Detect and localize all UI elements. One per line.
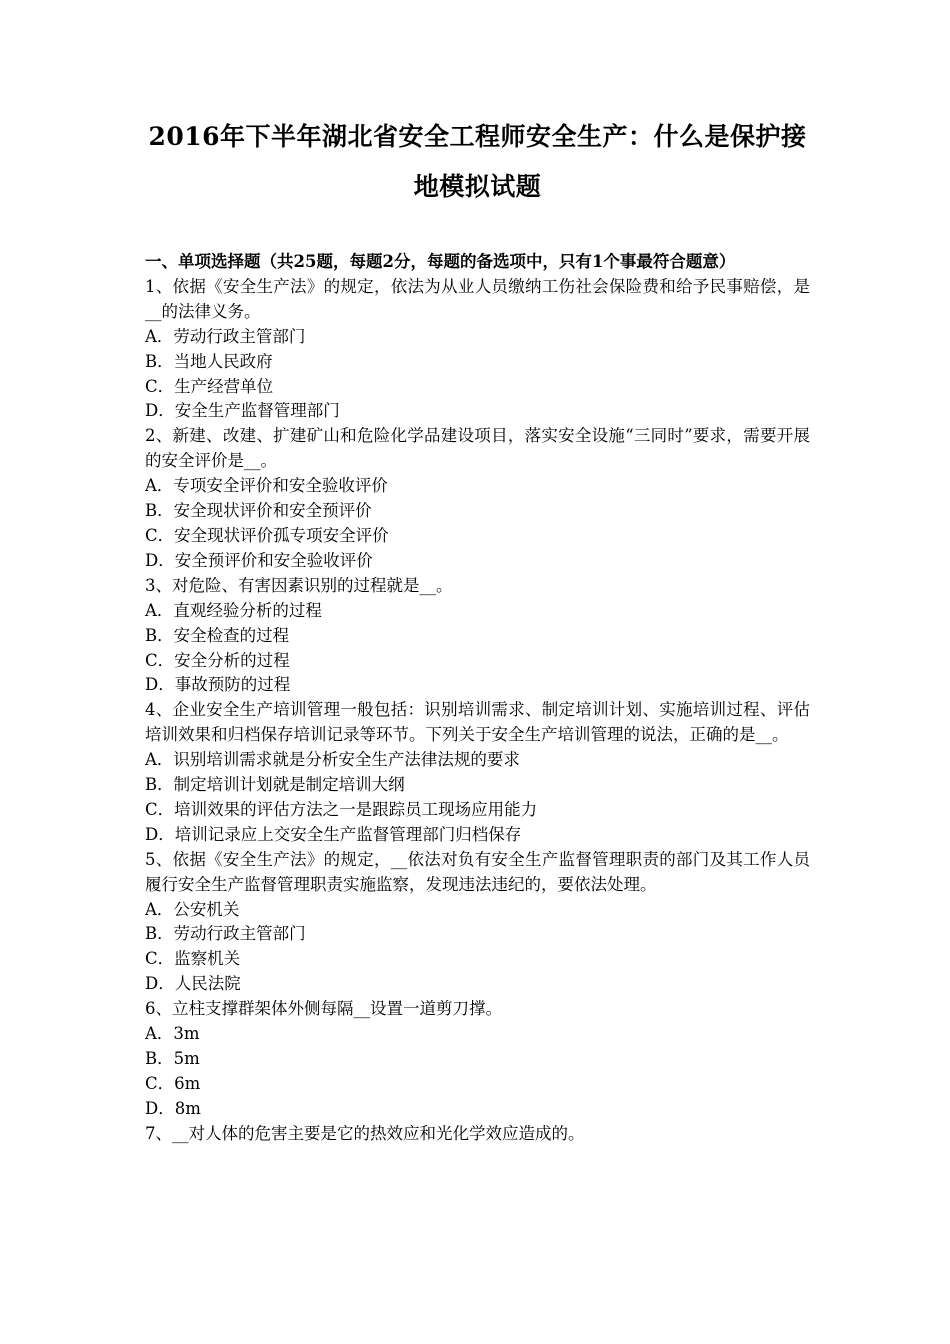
answer-option: A．识别培训需求就是分析安全生产法律法规的要求 [145, 750, 520, 770]
answer-option: A．劳动行政主管部门 [145, 326, 306, 346]
answer-option: C．6m [145, 1073, 201, 1093]
answer-option: C．监察机关 [145, 949, 241, 969]
question-stem: 1、依据《安全生产法》的规定，依法为从业人员缴纳工伤社会保险费和给予民事赔偿，是__的法律义务。 [145, 276, 810, 321]
answer-option: A．直观经验分析的过程 [145, 600, 322, 620]
answer-option: A．专项安全评价和安全验收评价 [145, 476, 388, 496]
title-line-2: 地模拟试题 [413, 172, 542, 201]
answer-option: B．制定培训计划就是制定培训大纲 [145, 775, 405, 795]
document-title [145, 0, 810, 212]
answer-option: A．公安机关 [145, 899, 240, 919]
answer-option: B．劳动行政主管部门 [145, 924, 306, 944]
question-item [145, 574, 810, 699]
question-item [145, 848, 810, 997]
question-stem: 7、__对人体的危害主要是它的热效应和光化学效应造成的。 [145, 1123, 585, 1143]
answer-option: D．8m [145, 1098, 201, 1118]
question-item [145, 1122, 810, 1147]
answer-option: B．5m [145, 1049, 200, 1068]
question-stem: 5、依据《安全生产法》的规定，__依法对负有安全生产监督管理职责的部门及其工作人员履行安全生产监督管理职责实施监察，发现违法违纪的，要依法处理。 [145, 849, 810, 894]
answer-option: C．培训效果的评估方法之一是跟踪员工现场应用能力 [145, 799, 538, 819]
question-item [145, 424, 810, 573]
answer-option: B．安全检查的过程 [145, 625, 290, 645]
question-stem: 4、企业安全生产培训管理一般包括：识别培训需求、制定培训计划、实施培训过程、评估培训效果和归档保存培训记录等环节。下列关于安全生产培训管理的说法，正确的是__。 [145, 700, 810, 745]
document-page [145, 0, 810, 1147]
section-heading: 一、单项选择题（共25题，每题2分，每题的备选项中，只有1个事最符合题意） [145, 252, 736, 271]
question-item [145, 275, 810, 424]
answer-option: B．安全现状评价和安全预评价 [145, 501, 372, 521]
answer-option: D．安全生产监督管理部门 [145, 401, 340, 421]
answer-option: C．生产经营单位 [145, 376, 274, 396]
title-line-1: 2016年下半年湖北省安全工程师安全生产：什么是保护接 [148, 122, 807, 151]
question-list [145, 275, 810, 1147]
question-item [145, 698, 810, 847]
answer-option: D．培训记录应上交安全生产监督管理部门归档保存 [145, 824, 522, 844]
answer-option: C．安全分析的过程 [145, 650, 290, 670]
answer-option: D．人民法院 [145, 974, 241, 994]
answer-option: D．事故预防的过程 [145, 675, 291, 695]
answer-option: A．3m [145, 1024, 200, 1044]
question-stem: 6、立柱支撑群架体外侧每隔__设置一道剪刀撑。 [145, 999, 502, 1019]
question-item [145, 997, 810, 1122]
question-section [145, 250, 810, 1147]
question-stem: 2、新建、改建、扩建矿山和危险化学品建设项目，落实安全设施“三同时”要求，需要开展的安全评价是__。 [145, 426, 810, 471]
question-stem: 3、对危险、有害因素识别的过程就是__。 [145, 575, 453, 595]
answer-option: C．安全现状评价孤专项安全评价 [145, 525, 389, 545]
answer-option: D．安全预评价和安全验收评价 [145, 550, 373, 570]
answer-option: B．当地人民政府 [145, 351, 273, 371]
